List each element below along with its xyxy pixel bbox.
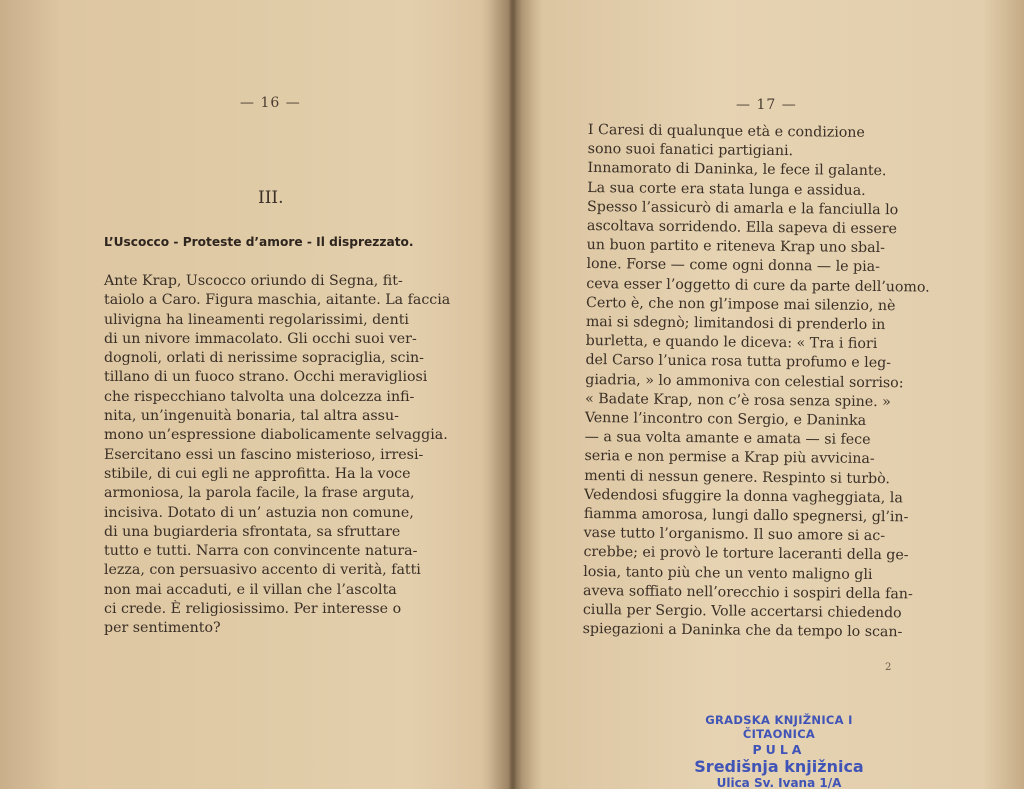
page-number: — 16 — [240, 95, 301, 111]
text-line: Innamorato di Daninka, le fece il galante. [587, 160, 887, 180]
chapter-heading: III. [258, 188, 284, 208]
text-line: di un nivore immacolato. Gli occhi suoi ver- [104, 330, 417, 347]
text-line: lezza, con persuasivo accento di verità, fatti [104, 562, 421, 579]
text-line: mono un’espressione diabolicamente selvaggia. [104, 427, 448, 444]
text-line: losia, tanto più che un vento maligno gli [583, 563, 873, 583]
text-line: aveva soffiato nell’orecchio i sospiri della fan- [582, 582, 913, 603]
text-line: burletta, e quando le diceva: « Tra i fiori [585, 333, 878, 353]
stamp-line-institution: GRADSKA KNJIŽNICA I ČITAONICA [705, 713, 853, 741]
page-number: — 17 — [736, 97, 797, 113]
text-line: non mai accaduti, e il villan che l’ascolta [104, 581, 397, 598]
text-line: ceva esser l’oggetto di cure da parte dell’uomo. [586, 275, 930, 296]
text-line: tillano di un fuoco strano. Occhi meravigliosi [104, 369, 428, 386]
text-line: spiegazioni a Daninka che da tempo lo scan- [582, 621, 903, 641]
text-line: un buon partito e riteneva Krap uno sbal- [586, 237, 886, 257]
text-line: stibile, di cui egli ne approfitta. Ha la voce [104, 465, 411, 482]
text-line: giadria, » lo ammoniva con celestial sorriso: [585, 371, 904, 391]
text-line: per sentimento? [104, 620, 221, 637]
text-line: Certo è, che non gl’impose mai silenzio, nè [586, 294, 896, 315]
text-line: crebbe; ei provò le torture laceranti della ge- [583, 544, 909, 564]
text-line: ci crede. È religiosissimo. Per interesse o [104, 601, 402, 618]
text-line: Ante Krap, Uscocco oriundo di Segna, fit- [104, 273, 403, 289]
text-line: — a sua volta amante e amata — si fece [584, 429, 871, 449]
text-line: lone. Forse — come ogni donna — le pia- [586, 256, 881, 276]
text-line: Venne l’incontro con Sergio, e Daninka [584, 410, 867, 429]
text-line: sono suoi fanatici partigiani. [587, 141, 794, 160]
text-line: fiamma amorosa, lungi dallo spegnersi, gl’in- [583, 506, 909, 526]
text-line: « Badate Krap, non c’è rosa senza spine. » [585, 390, 891, 411]
stamp-line-city: PULA [752, 742, 806, 757]
signature-mark: 2 [885, 662, 892, 673]
stamp-line-branch: Središnja knjižnica [694, 757, 864, 776]
stamp-line-address: Ulica Sv. Ivana 1/A [716, 776, 842, 789]
text-line: ulivigna ha lineamenti regolarissimi, denti [104, 311, 409, 328]
text-line: menti di nessun genere. Respinto si turbò. [584, 467, 891, 487]
right-page [514, 0, 1024, 789]
text-line: armoniosa, la parola facile, la frase arguta, [104, 485, 415, 502]
text-line: del Carso l’unica rosa tutta profumo e leg- [585, 352, 892, 372]
text-line: La sua corte era stata lunga e assidua. [587, 179, 866, 199]
text-line: ascoltava sorridendo. Ella sapeva di essere [586, 218, 898, 238]
left-page [0, 0, 510, 789]
text-line: mai si sdegnò; limitandosi di prenderlo in [585, 314, 886, 334]
text-line: che rispecchiano talvolta una dolcezza infi- [104, 388, 415, 405]
text-line: ciulla per Sergio. Volle accertarsi chiedendo [582, 602, 902, 622]
text-line: vase tutto l’organismo. Il suo amore si ac- [583, 525, 886, 545]
text-line: nita, un’ingenuità bonaria, tal altra assu- [104, 408, 399, 425]
library-stamp [674, 713, 884, 789]
text-line: di una bugiarderia sfrontata, sa sfruttare [104, 523, 401, 540]
text-line: I Caresi di qualunque età e condizione [587, 121, 865, 141]
right-body-text [583, 121, 943, 643]
text-line: Vedendosi sfuggire la donna vagheggiata, la [584, 486, 903, 507]
text-line: Esercitano essi un fascino misterioso, irresi- [104, 446, 424, 463]
chapter-subtitle: L’Uscocco - Proteste d’amore - Il disprezzato. [104, 235, 414, 249]
text-line: seria e non permise a Krap più avvicina- [584, 448, 875, 468]
text-line: Spesso l’assicurò di amarla e la fanciulla lo [587, 198, 899, 219]
text-line: dognoli, orlati di nerissime sopraciglia, scin- [104, 350, 424, 367]
text-line: incisiva. Dotato di un’ astuzia non comune, [104, 504, 414, 521]
text-line: tutto e tutti. Narra con convincente natura- [104, 543, 418, 560]
text-line: taiolo a Caro. Figura maschia, aitante. La faccia [104, 292, 451, 309]
left-body-text [104, 272, 451, 639]
